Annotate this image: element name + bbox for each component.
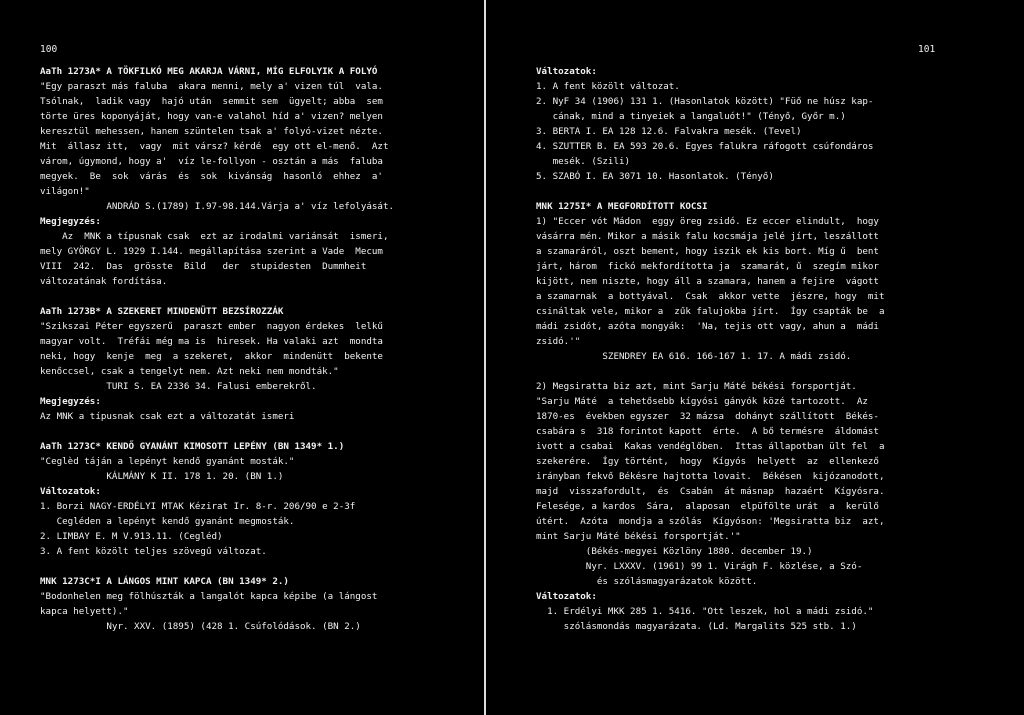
text-line: 5. SZABÓ I. EA 3071 10. Hasonlatok. (Tényő) bbox=[536, 171, 774, 182]
text-line: törte üres koponyáját, hogy van-e valahol híd a' vizen? melyen bbox=[40, 111, 383, 122]
text-line: 2. NyF 34 (1906) 131 1. (Hasonlatok között) "Füő ne húsz kap- bbox=[536, 96, 874, 107]
text-line: változatának fordítása. bbox=[40, 276, 168, 287]
heading-line: AaTh 1273A* A TÖKFILKÓ MEG AKARJA VÁRNI, MÍG ELFOLYIK A FOLYÓ bbox=[40, 66, 378, 77]
text-line: neki, hogy kenje meg a szekeret, akkor mindenütt bekente bbox=[40, 351, 383, 362]
text-line: 1) "Eccer vót Mádon eggy öreg zsidó. Ez eccer elindult, hogy bbox=[536, 216, 879, 227]
text-line: irányban fekvő Békésre hajtotta lovait. Békésen kijózanodott, bbox=[536, 471, 885, 482]
text-line: VIII 242. Das grösste Bild der stupidesten Dummheit bbox=[40, 261, 367, 272]
text-line: SZENDREY EA 616. 166-167 1. 17. A mádi zsidó. bbox=[536, 351, 852, 362]
text-line: Nyr. LXXXV. (1961) 99 1. Virágh F. közlése, a Szó- bbox=[536, 561, 863, 572]
text-line: ANDRÁD S.(1789) I.97-98.144.Várja a' víz lefolyását. bbox=[40, 201, 395, 212]
paragraph-gap bbox=[536, 184, 966, 199]
paragraph-gap bbox=[40, 559, 460, 574]
text-line: Felesége, a kardos Sára, alaposan elpüfölte urát a kerülő bbox=[536, 501, 879, 512]
paragraph-gap bbox=[536, 364, 966, 379]
text-line: keresztül mehessen, hanem szüntelen tsak a' folyó-vizet nézte. bbox=[40, 126, 383, 137]
text-line: 2) Megsiratta biz azt, mint Sarju Máté békési forsportját. bbox=[536, 381, 857, 392]
text-line: csabára s 318 forintot kapott érte. A bő termésre áldomást bbox=[536, 426, 879, 437]
left-page bbox=[0, 0, 470, 715]
text-line: útért. Azóta mondja a szólás Kígyóson: 'Megsiratta biz azt, bbox=[536, 516, 885, 527]
text-line: (Békés-megyei Közlöny 1880. december 19.) bbox=[536, 546, 813, 557]
text-line: Cegléden a lepényt kendő gyanánt megmosták. bbox=[40, 516, 295, 527]
heading-line: AaTh 1273C* KENDŐ GYANÁNT KIMOSOTT LEPÉNY (BN 1349* 1.) bbox=[40, 441, 345, 452]
text-line: mádi zsidót, azóta mongyák: 'Na, tejis ott vagy, ahun a mádi bbox=[536, 321, 879, 332]
text-line: "Sarju Máté a tehetősebb kígyósi gányók közé tartozott. Az bbox=[536, 396, 868, 407]
text-line: 3. A fent közölt teljes szövegű változat. bbox=[40, 546, 267, 557]
heading-line: Változatok: bbox=[536, 66, 597, 77]
heading-line: Megjegyzés: bbox=[40, 216, 101, 227]
heading-line: MNK 1273C*I A LÁNGOS MINT KAPCA (BN 1349* 2.) bbox=[40, 576, 289, 587]
paragraph-gap bbox=[40, 289, 460, 304]
text-line: vásárra mén. Mikor a másik falu kocsmája jelé jírt, leszállott bbox=[536, 231, 879, 242]
page-number-right: 101 bbox=[918, 44, 936, 55]
text-line: "Ceglèd táján a lepényt kendő gyanánt mosták." bbox=[40, 456, 295, 467]
right-page bbox=[520, 0, 1024, 715]
text-line: 3. BERTA I. EA 128 12.6. Falvakra mesék. (Tevel) bbox=[536, 126, 802, 137]
text-line: 1. A fent közölt változat. bbox=[536, 81, 680, 92]
text-line: magyar volt. Tréfái még ma is hiresek. Ha valaki azt mondta bbox=[40, 336, 383, 347]
text-line: megyek. Be sok várás és sok kivánság hasonló ehhez a' bbox=[40, 171, 383, 182]
text-line: mint Sarju Máté békési forsportját.'" bbox=[536, 531, 741, 542]
text-line: cának, mind a tinyeiek a langaluót!" (Tényő, Győr m.) bbox=[536, 111, 846, 122]
text-line: 4. SZUTTER B. EA 593 20.6. Egyes falukra ráfogott csúfondáros bbox=[536, 141, 874, 152]
text-line: kijött, nem niszte, hogy áll a szamara, hanem a fejire vágott bbox=[536, 276, 879, 287]
text-line: a szamarnak a bottyával. Csak akkor vette jészre, hogy mit bbox=[536, 291, 885, 302]
text-line: "Bodonhelen meg fölhúszták a langalót kapca képibe (a lángost bbox=[40, 591, 378, 602]
text-line: járt, három fickó mekfordította ja szamarát, ű szegím mikor bbox=[536, 261, 879, 272]
text-line: Az MNK a típusnak csak ezt az irodalmi variánsát ismeri, bbox=[40, 231, 389, 242]
text-line: "Szikszai Péter egyszerű paraszt ember nagyon érdekes lelkű bbox=[40, 321, 383, 332]
text-line: csináltak vele, mikor a zűk falujokba jírt. Így csapták be a bbox=[536, 306, 885, 317]
heading-line: Megjegyzés: bbox=[40, 396, 101, 407]
heading-line: Változatok: bbox=[536, 591, 597, 602]
left-text-column bbox=[40, 64, 460, 634]
text-line: KÁLMÁNY K II. 178 1. 20. (BN 1.) bbox=[40, 471, 284, 482]
text-line: ivott a csabai Kakas vendéglőben. Ittas állapotban ült fel a bbox=[536, 441, 885, 452]
heading-line: Változatok: bbox=[40, 486, 101, 497]
text-line: 2. LIMBAY E. M V.913.11. (Cegléd) bbox=[40, 531, 223, 542]
text-line: Tsólnak, ladik vagy hajó után semmit sem ügyelt; abba sem bbox=[40, 96, 383, 107]
text-line: várom, úgymond, hogy a' víz le-follyon - osztán a más faluba bbox=[40, 156, 383, 167]
text-line: kenőccsel, csak a tengelyt nem. Azt neki nem mondták." bbox=[40, 366, 339, 377]
text-line: Az MNK a típusnak csak ezt a változatát ismeri bbox=[40, 411, 295, 422]
text-line: szólásmondás magyarázata. (Ld. Margalits 525 stb. 1.) bbox=[536, 621, 857, 632]
text-line: kapca helyett)." bbox=[40, 606, 129, 617]
text-line: és szólásmagyarázatok között. bbox=[536, 576, 758, 587]
text-line: világon!" bbox=[40, 186, 90, 197]
text-line: 1. Erdélyi MKK 285 1. 5416. "Ott leszek, hol a mádi zsidó." bbox=[536, 606, 874, 617]
heading-line: AaTh 1273B* A SZEKERET MINDENÜTT BEZSÍROZZÁK bbox=[40, 306, 284, 317]
text-line: a szamaráról, oszt bement, hogy iszik ek kis bort. Míg ű bent bbox=[536, 246, 879, 257]
book-gutter-divider bbox=[484, 0, 486, 715]
text-line: majd visszafordult, és Csabán át másnap hazaért Kígyósra. bbox=[536, 486, 885, 497]
text-line: Nyr. XXV. (1895) (428 1. Csúfolódások. (BN 2.) bbox=[40, 621, 361, 632]
text-line: TURI S. EA 2336 34. Falusi emberekről. bbox=[40, 381, 317, 392]
paragraph-gap bbox=[40, 424, 460, 439]
text-line: "Egy paraszt más faluba akara menni, mely a' vizen túl vala. bbox=[40, 81, 383, 92]
text-line: szekerére. Így történt, hogy Kígyós helyett az ellenkező bbox=[536, 456, 879, 467]
right-text-column bbox=[536, 64, 966, 634]
text-line: mesék. (Szili) bbox=[536, 156, 631, 167]
text-line: 1870-es években egyszer 32 mázsa dohányt szállított Békés- bbox=[536, 411, 879, 422]
heading-line: MNK 1275I* A MEGFORDÍTOTT KOCSI bbox=[536, 201, 708, 212]
text-line: Mit állasz itt, vagy mit vársz? kérdé egy ott el-menő. Azt bbox=[40, 141, 389, 152]
text-line: zsidó.'" bbox=[536, 336, 581, 347]
page-number-left: 100 bbox=[40, 44, 58, 55]
text-line: mely GYÖRGY L. 1929 I.144. megállapítása szerint a Vade Mecum bbox=[40, 246, 383, 257]
text-line: 1. Borzi NAGY-ERDÉLYI MTAK Kézirat Ir. 8-r. 206/90 e 2-3f bbox=[40, 501, 356, 512]
